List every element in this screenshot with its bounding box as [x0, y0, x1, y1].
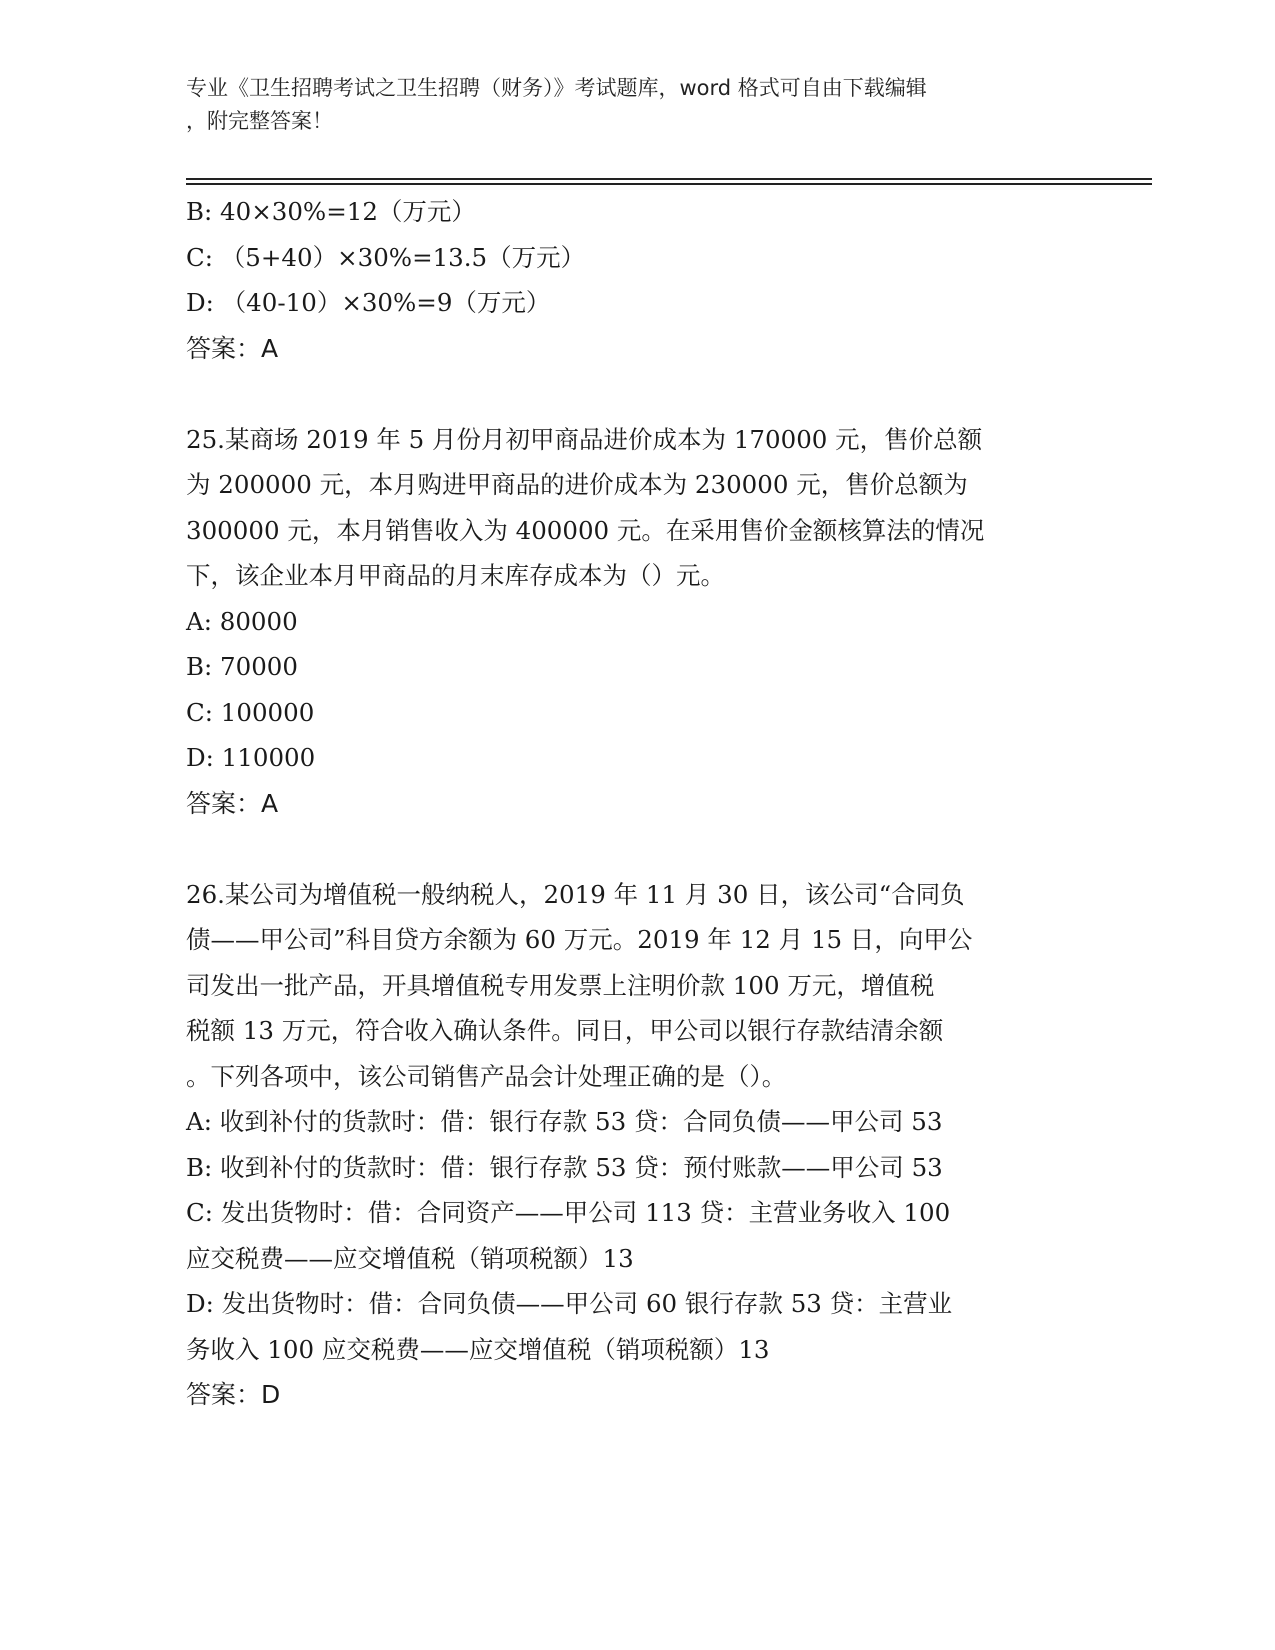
question-stem-line: 司发出一批产品，开具增值税专用发票上注明价款 100 万元，增值税	[186, 970, 935, 1000]
answer-line: 答案：A	[186, 788, 279, 818]
option-d: D: （40-10）×30%=9（万元）	[186, 288, 551, 317]
header-divider-bottom	[186, 183, 1152, 185]
header-divider-top	[186, 178, 1152, 180]
option-d: D: 110000	[186, 743, 316, 772]
answer-line: 答案：D	[186, 1380, 281, 1409]
option-b: B: 40×30%=12（万元）	[186, 197, 476, 226]
option-d-continued: 务收入 100 应交税费——应交增值税（销项税额）13	[186, 1334, 770, 1364]
question-25	[186, 417, 1086, 827]
document-body	[186, 189, 1086, 1418]
spacer	[186, 371, 1086, 417]
question-stem-line: 。下列各项中，该公司销售产品会计处理正确的是（）。	[186, 1061, 787, 1091]
option-c: C: 100000	[186, 697, 315, 727]
prev-question-block	[186, 189, 1086, 371]
question-26	[186, 872, 1086, 1418]
header-line-2: ，附完整答案！	[186, 109, 333, 133]
option-c-continued: 应交税费——应交增值税（销项税额）13	[186, 1243, 634, 1273]
header-line-1: 专业《卫生招聘考试之卫生招聘（财务）》考试题库，word 格式可自由下载编辑	[186, 76, 927, 100]
option-c: C: （5+40）×30%=13.5（万元）	[186, 242, 586, 272]
option-c: C: 发出货物时：借：合同资产——甲公司 113 贷：主营业务收入 100	[186, 1198, 951, 1227]
spacer	[186, 826, 1086, 872]
question-stem-line: 税额 13 万元，符合收入确认条件。同日，甲公司以银行存款结清余额	[186, 1016, 944, 1045]
question-stem-line: 300000 元，本月销售收入为 400000 元。在采用售价金额核算法的情况	[186, 515, 985, 545]
question-stem-line: 为 200000 元，本月购进甲商品的进价成本为 230000 元，售价总额为	[186, 470, 968, 499]
question-stem-line: 债——甲公司”科目贷方余额为 60 万元。2019 年 12 月 15 日，向甲公	[186, 925, 973, 954]
option-b: B: 70000	[186, 652, 298, 681]
document-header	[186, 72, 1066, 138]
question-stem-line: 下，该企业本月甲商品的月末库存成本为（）元。	[186, 561, 725, 590]
answer-line: 答案：A	[186, 333, 279, 363]
option-d: D: 发出货物时：借：合同负债——甲公司 60 银行存款 53 贷：主营业	[186, 1289, 953, 1318]
option-b: B: 收到补付的货款时：借：银行存款 53 贷：预付账款——甲公司 53	[186, 1152, 943, 1182]
question-stem-line: 26.某公司为增值税一般纳税人，2019 年 11 月 30 日，该公司“合同负	[186, 879, 965, 909]
question-stem-line: 25.某商场 2019 年 5 月份月初甲商品进价成本为 170000 元，售价总额	[186, 424, 983, 454]
option-a: A: 收到补付的货款时：借：银行存款 53 贷：合同负债——甲公司 53	[186, 1107, 943, 1136]
option-a: A: 80000	[186, 606, 298, 636]
